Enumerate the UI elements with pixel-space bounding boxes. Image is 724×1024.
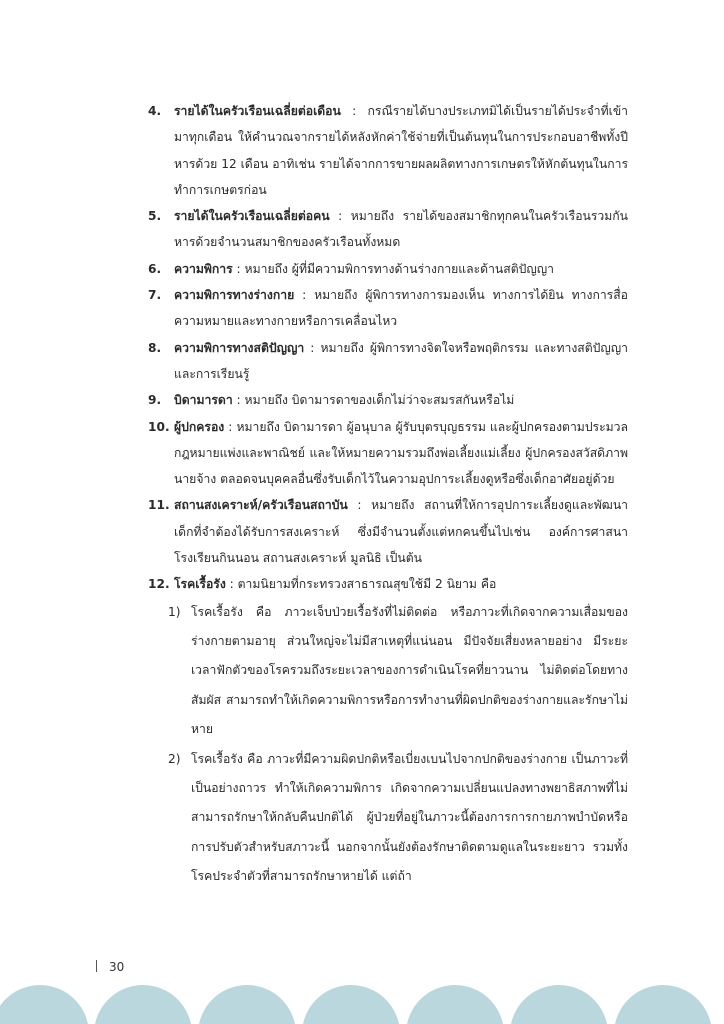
item-number: 7.	[148, 288, 162, 303]
decorative-circle	[614, 985, 712, 1024]
item-number: 5.	[148, 209, 162, 224]
item-term: ความพิการทางสติปัญญา	[174, 340, 305, 355]
item-number: 6.	[148, 261, 162, 276]
definition-item-8	[148, 335, 628, 388]
definition-item-11	[148, 492, 628, 571]
sub-definition-2	[148, 745, 628, 892]
page-number-divider	[96, 960, 97, 972]
item-description: : หมายถึง บิดามารดาของเด็กไม่ว่าจะสมรสกันหรือไม่	[232, 393, 515, 408]
decorative-circle-band	[0, 985, 724, 1024]
item-number: 10.	[148, 419, 170, 434]
decorative-circle	[0, 985, 89, 1024]
sub-number: 2)	[168, 751, 181, 766]
item-description: : ตามนิยามที่กระทรวงสาธารณสุขใช้มี 2 นิยาม คือ	[225, 577, 497, 592]
sub-text: โรคเรื้อรัง คือ ภาวะเจ็บป่วยเรื้อรังที่ไม่ติดต่อ หรือภาวะที่เกิดจากความเสื่อมของร่างกายตามอายุ ส่วนใหญ่จะไม่มีสาเหตุที่แน่นอน มีปัจจัยเสี่ยงหลายอย่าง มีระยะเวลาฟักตัวของโรครวมถึงระยะเวลาของการดำเนินโรคที่ยาวนาน ไม่ติดต่อโดยทางสัมผัส สามารถทำให้เกิดความพิการหรือการทำงานที่ผิดปกติของร่างกายและรักษาไม่หาย	[191, 604, 628, 737]
definition-item-12	[148, 571, 628, 597]
decorative-circle	[302, 985, 400, 1024]
item-term: ความพิการ	[174, 261, 233, 276]
item-description: : หมายถึง บิดามารดา ผู้อนุบาล ผู้รับบุตรบุญธรรม และผู้ปกครองตามประมวลกฎหมายแพ่งและพาณิชย์ และให้หมายความรวมถึงพ่อเลี้ยงแม่เลี้ยง ผู้ปกครองสวัสดิภาพ นายจ้าง ตลอดจนบุคคลอื่นซึ่งรับเด็กไว้ในความอุปการะเลี้ยงดูหรือซึ่งเด็กอาศัยอยู่ด้วย	[174, 419, 628, 487]
definition-item-7	[148, 282, 628, 335]
item-number: 8.	[148, 340, 162, 355]
item-description: : หมายถึง สถานที่ให้การอุปการะเลี้ยงดูและพัฒนาเด็กที่จำต้องได้รับการสงเคราะห์ ซึ่งมีจำนวนตั้งแต่หกคนขึ้นไปเช่น องค์การศาสนา โรงเรียนกินนอน สถานสงเคราะห์ มูลนิธิ เป็นต้น	[174, 498, 628, 566]
definition-item-5	[148, 203, 628, 256]
page-number-text: 30	[109, 960, 125, 974]
sub-number: 1)	[168, 604, 181, 619]
item-description: : หมายถึง ผู้พิการทางจิตใจหรือพฤติกรรม และทางสติปัญญาและการเรียนรู้	[174, 340, 628, 381]
item-description: : หมายถึง ผู้พิการทางการมองเห็น ทางการได้ยิน ทางการสื่อความหมายและทางกายหรือการเคลื่อนไหว	[174, 288, 628, 329]
decorative-circle	[406, 985, 504, 1024]
item-description: : กรณีรายได้บางประเภทมิได้เป็นรายได้ประจำที่เข้ามาทุกเดือน ให้คำนวณจากรายได้หลังหักค่าใช้จ่ายที่เป็นต้นทุนในการประกอบอาชีพทั้งปี หารด้วย 12 เดือน อาทิเช่น รายได้จากการขายผลผลิตทางการเกษตรให้หักต้นทุนในการทำการเกษตรก่อน	[174, 104, 628, 197]
page-number	[96, 960, 124, 974]
item-number: 4.	[148, 104, 162, 118]
definition-item-9	[148, 387, 628, 413]
item-number: 9.	[148, 393, 162, 408]
decorative-circle	[510, 985, 608, 1024]
definition-item-6	[148, 256, 628, 282]
item-term: โรคเรื้อรัง	[174, 577, 226, 592]
item-term: ความพิการทางร่างกาย	[174, 288, 295, 303]
item-description: : หมายถึง รายได้ของสมาชิกทุกคนในครัวเรือนรวมกัน หารด้วยจำนวนสมาชิกของครัวเรือนทั้งหมด	[174, 209, 628, 250]
sub-text: โรคเรื้อรัง คือ ภาวะที่มีความผิดปกติหรือเบี่ยงเบนไปจากปกติของร่างกาย เป็นภาวะที่เป็นอย่างถาวร ทำให้เกิดความพิการ เกิดจากความเปลี่ยนแปลงทางพยาธิสภาพที่ไม่สามารถรักษาให้กลับคืนปกติได้ ผู้ป่วยที่อยู่ในภาวะนี้ต้องการการกายภาพบำบัดหรือการปรับตัวสำหรับสภาวะนี้ นอกจากนั้นยังต้องรักษาติดตามดูแลในระยะยาว รวมทั้งโรคประจำตัวที่สามารถรักษาหายได้ แต่ถ้า	[191, 751, 628, 884]
item-number: 11.	[148, 498, 170, 513]
document-body	[148, 98, 628, 892]
decorative-circle	[94, 985, 192, 1024]
definition-item-4	[148, 98, 628, 203]
item-term: ผู้ปกครอง	[174, 419, 225, 434]
sub-definition-1	[148, 598, 628, 745]
item-term: รายได้ในครัวเรือนเฉลี่ยต่อคน	[174, 209, 330, 224]
item-term: สถานสงเคราะห์/ครัวเรือนสถาบัน	[174, 498, 348, 513]
item-number: 12.	[148, 577, 170, 592]
item-description: : หมายถึง ผู้ที่มีความพิการทางด้านร่างกายและด้านสติปัญญา	[232, 261, 554, 276]
decorative-circle	[198, 985, 296, 1024]
item-term: บิดามารดา	[174, 393, 233, 408]
definition-item-10	[148, 414, 628, 493]
item-term: รายได้ในครัวเรือนเฉลี่ยต่อเดือน	[174, 104, 341, 118]
